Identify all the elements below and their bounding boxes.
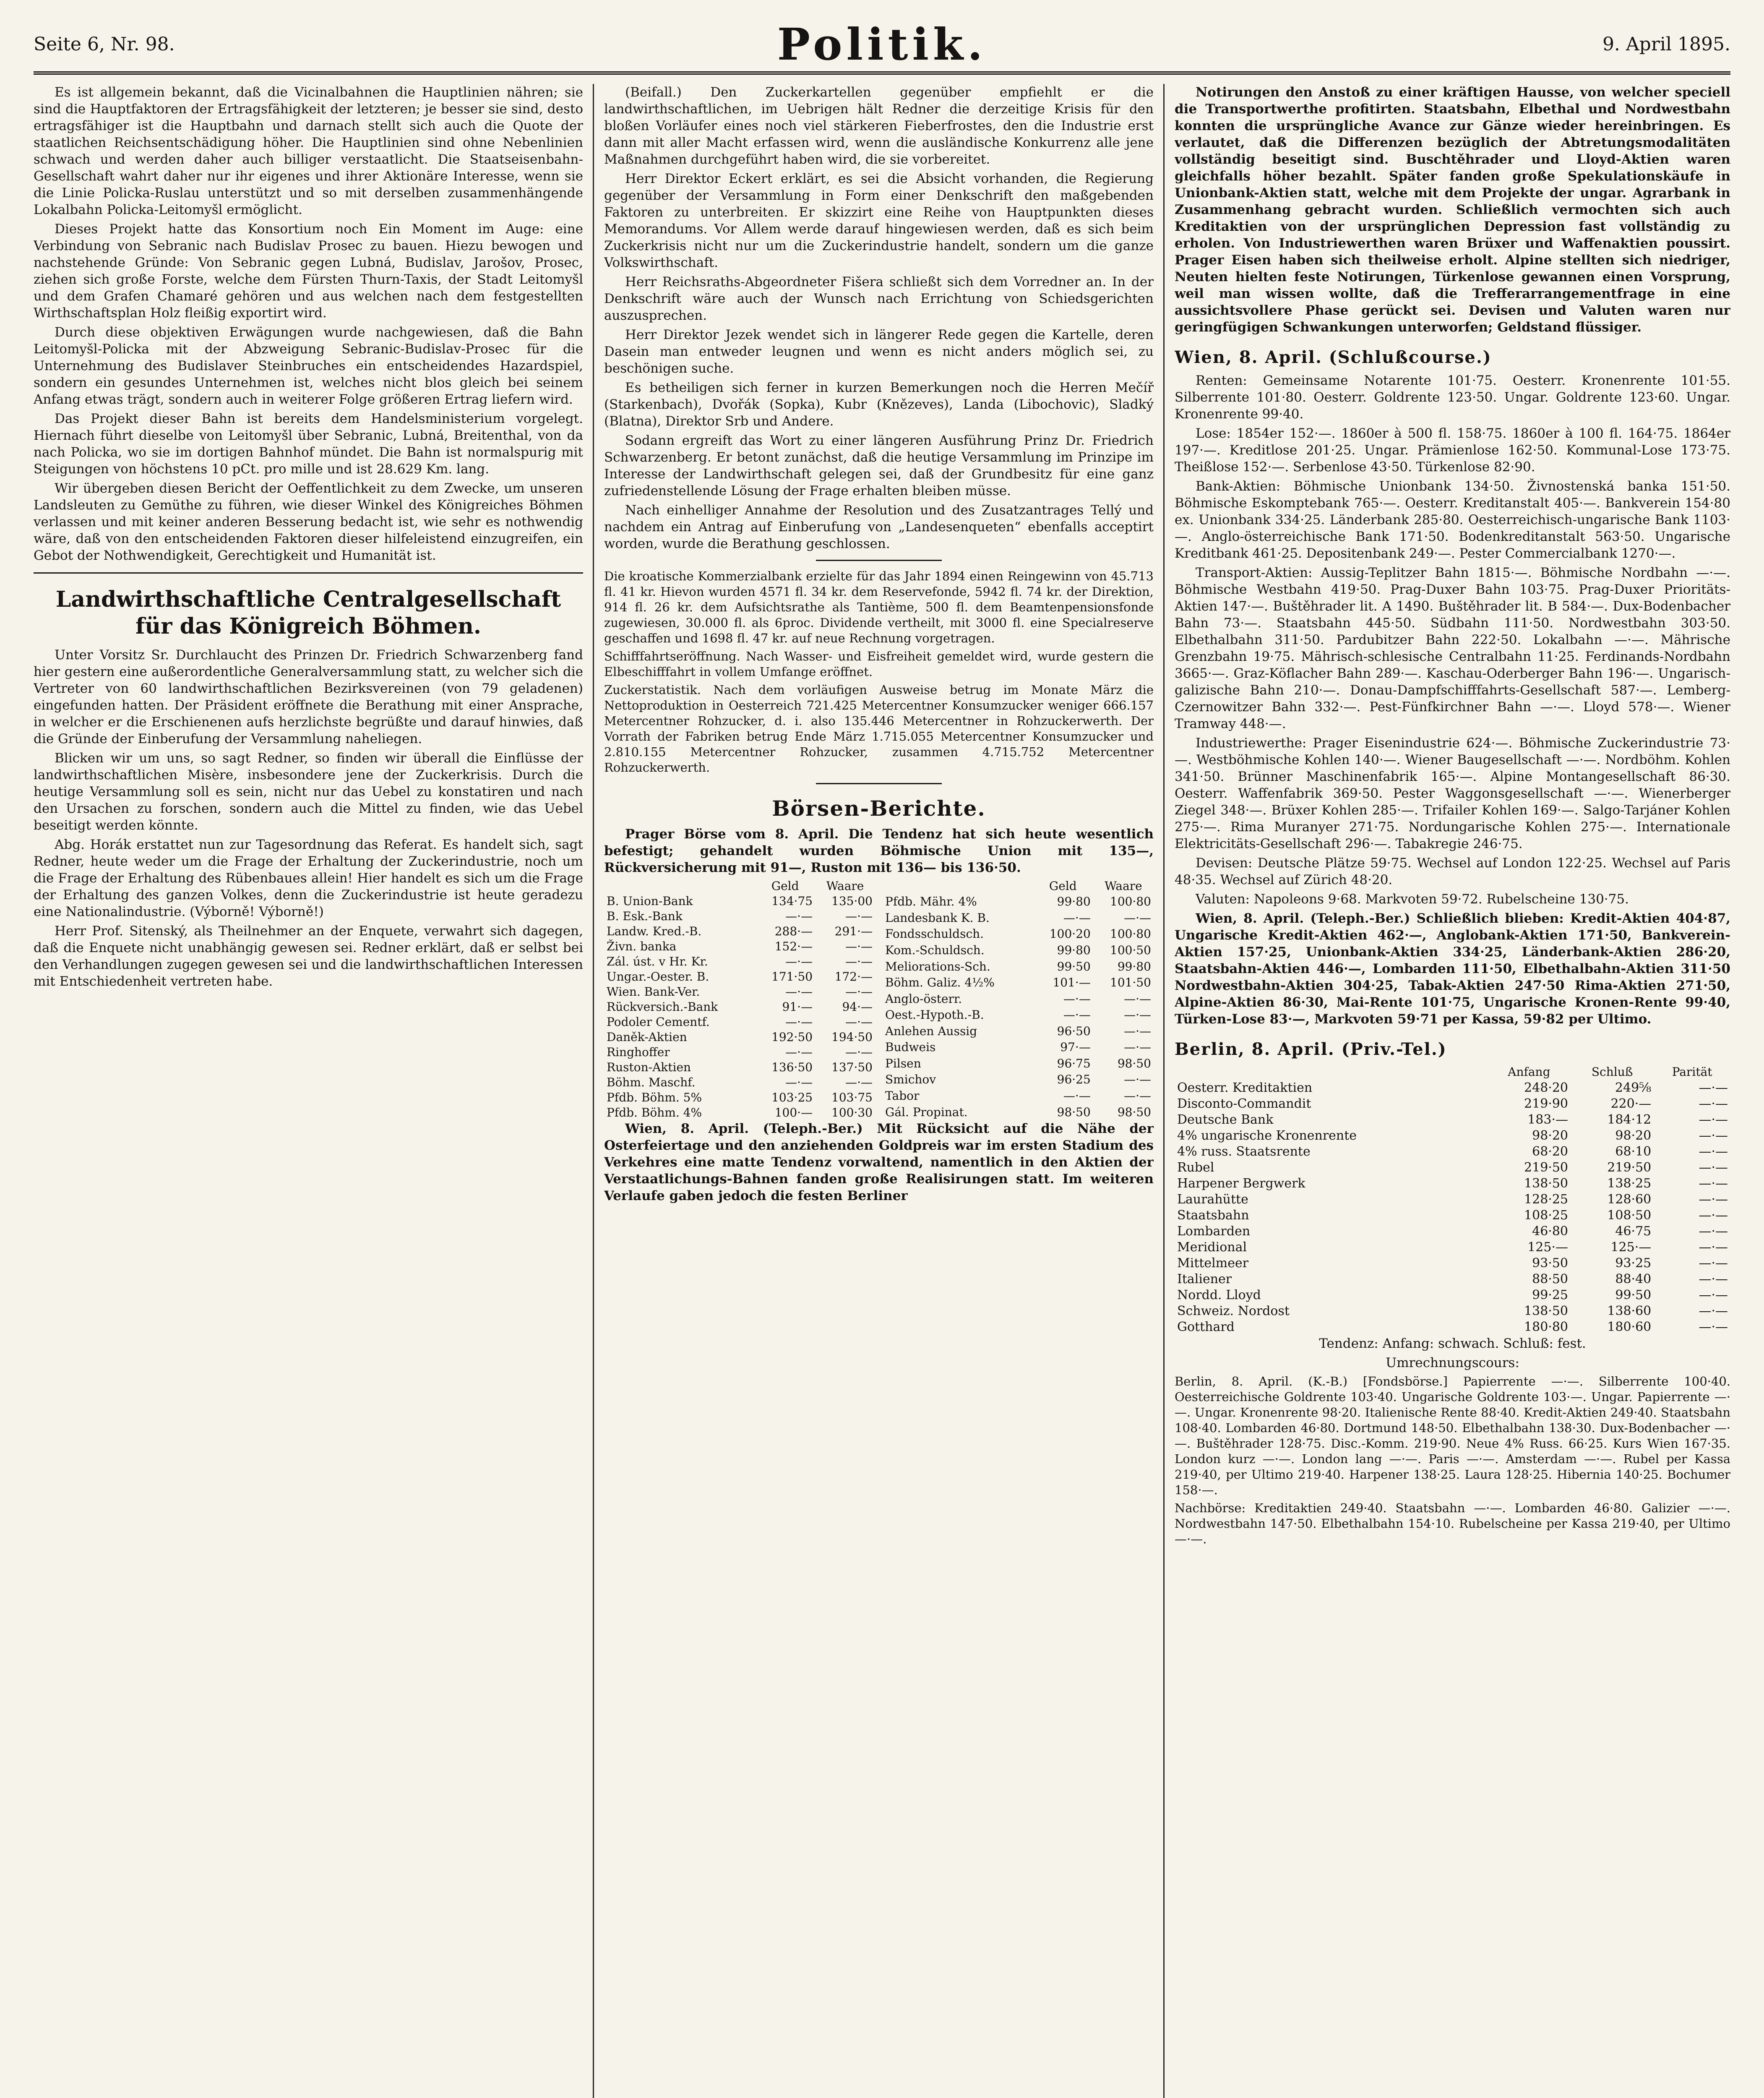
- security-name: Pfdb. Böhm. 4%: [607, 1106, 702, 1119]
- table-row: [1175, 1239, 1730, 1255]
- price-cell: 98·20: [1615, 1128, 1652, 1143]
- notice: Die kroatische Kommerzialbank erzielte für das Jahr 1894 einen Reingewinn von 45.713 fl. 41 kr. Hievon wurden 4571 fl. 34 kr. dem Reservefonde, 5942 fl. 74 kr. der Direktion, 914 fl. 26 kr. dem Aufsichtsrathe als Tantième, 500 fl. dem Beamtenpensionsfonde zugewiesen, 30.000 fl. als 6proc. Dividende vertheilt, mit 3000 fl. eine Specialreserve geschaffen und 1698 fl. 47 kr. auf neue Rechnung vorgetragen.: [604, 569, 1154, 645]
- price-cell: 99·80: [1057, 943, 1091, 957]
- price-cell: 183·—: [1527, 1112, 1569, 1127]
- security-name: Meridional: [1177, 1240, 1247, 1255]
- table-row: [604, 999, 875, 1015]
- table-header: Waare: [826, 879, 864, 893]
- price-cell: 96·25: [1057, 1072, 1091, 1087]
- security-name: 4% russ. Staatsrente: [1177, 1144, 1311, 1159]
- table-row: [883, 1104, 1154, 1120]
- table-header: Parität: [1672, 1065, 1712, 1079]
- quote-line: Bank-Aktien: Böhmische Unionbank 134·50. Živnostenská banka 151·50. Böhmische Eskomptebank 765·—. Oesterr. Kreditanstalt 405·—. Bankverein 154·80 ex. Unionbank 334·25. Länderbank 285·80. Oesterreichisch-ungarische Bank 1103·—. Anglo-österreichische Bank 171·50. Bodenkreditanstalt 563·50. Ungarische Kreditbank 461·25. Depositenbank 249·—. Pester Commercialbank 1270·—.: [1175, 479, 1730, 561]
- column-1: [34, 84, 583, 2098]
- price-cell: —·—: [785, 985, 813, 999]
- price-cell: —·—: [785, 955, 813, 968]
- table-header: Geld: [771, 879, 799, 893]
- price-cell: —·—: [1124, 992, 1151, 1006]
- paragraph: Dieses Projekt hatte das Konsortium noch Ein Moment im Auge: eine Verbindung von Sebranic nach Budislav Prosec zu bauen. Hiezu bewogen und nachstehende Gründe: Von Sebranic gegen Lubná, Budislav, Jarošov, Prosec, ziehen sich große Forste, welche dem Fürsten Thurn-Taxis, der Stadt Leitomyšl und dem Grafen Chamaré gehören und aus welchen nach dem festgestellten Wirthschaftsplan Holz fleißig exportirt wird.: [34, 222, 583, 321]
- price-cell: 99·80: [1057, 895, 1091, 909]
- price-cell: —·—: [845, 1075, 873, 1089]
- security-name: Gál. Propinat.: [885, 1105, 968, 1119]
- price-cell: —·—: [1063, 1089, 1091, 1103]
- prague-tables: [604, 879, 1154, 1120]
- price-cell: 98·50: [1117, 1105, 1151, 1119]
- price-cell: 96·75: [1057, 1056, 1091, 1070]
- market-report: Notirungen den Anstoß zu einer kräftigen Hausse, von welcher speciell die Transportwerthe profitirten. Staatsbahn, Elbethal und Nordwestbahn konnten die ursprüngliche Avance zur Gänze wieder hereinbringen. Es verlautet, daß die Differenzen bezüglich der Abtretungsmodalitäten vollständig beseitigt sind. Buschtěhrader und Lloyd-Aktien waren gleichfalls höher bezahlt. Später fanden große Spekulationskäufe in Unionbank-Aktien statt, welche mit dem Projekte der ungar. Agrarbank in Zusammenhang gebracht wurden. Schließlich vermochten sich auch Kreditaktien von der ursprünglichen Depression fast vollständig zu erholen. Von Industriewerthen waren Brüxer und Waffenaktien poussirt. Prager Eisen haben sich theilweise erholt. Alpine stellten sich niedriger, Neuten hielten feste Notirungen, Türkenlose gewannen einen Vorsprung, weil man wissen wollte, daß die Trefferarrangementfrage in eine aussichtsvollere Phase gerückt sei. Devisen und Valuten waren nur geringfügigen Schwankungen unterworfen; Geldstand flüssiger.: [1175, 85, 1730, 335]
- security-name: Smichov: [885, 1072, 936, 1087]
- table-row: [604, 954, 875, 969]
- price-cell: —·—: [785, 909, 813, 923]
- quote-line: Transport-Aktien: Aussig-Teplitzer Bahn 1815·—. Böhmische Nordbahn —·—. Böhmische Westbahn 419·50. Prag-Duxer Bahn 103·75. Prag-Duxer Prioritäts-Aktien 147·—. Buštěhrader lit. A 1490. Buštěhrader lit. B 584·—. Dux-Bodenbacher Bahn 73·—. Staatsbahn 445·50. Südbahn 111·50. Nordwestbahn 303·50. Elbethalbahn 311·50. Pardubitzer Bahn 222·50. Lokalbahn —·—. Mährische Grenzbahn 19·75. Mährisch-schlesische Centralbahn 11·25. Ferdinands-Nordbahn 3665·—. Graz-Köflacher Bahn 289·—. Kaschau-Oderberger Bahn 196·—. Ungarisch-galizische Bahn 210·—. Donau-Dampfschifffahrts-Gesellschaft 587·—. Lemberg-Czernowitzer Bahn 332·—. Pest-Fünfkirchner Bahn —·—. Lloyd 578·—. Wiener Tramway 448·—.: [1175, 565, 1730, 731]
- section-title: Politik.: [777, 18, 987, 70]
- table-row: [883, 1072, 1154, 1088]
- price-cell: 219·90: [1524, 1096, 1569, 1111]
- paragraph: Blicken wir um uns, so sagt Redner, so finden wir überall die Einflüsse der landwirthschaftlichen Misère, insbesondere jene der Zuckerkrisis. Durch die heutige Versammlung soll es sein, nicht nur das Uebel zu konstatiren und nach den Ursachen zu forschen, sondern auch die Mittel zu finden, wie das Uebel beseitigt werden könnte.: [34, 751, 583, 833]
- price-cell: —·—: [1699, 1240, 1728, 1255]
- price-cell: 103·75: [831, 1091, 873, 1104]
- table-row: [1175, 1319, 1730, 1335]
- price-cell: —·—: [1699, 1096, 1728, 1111]
- table-row: [604, 909, 875, 924]
- table-row: [1175, 1192, 1730, 1208]
- price-cell: 101·—: [1053, 976, 1091, 990]
- quote-line: Valuten: Napoleons 9·68. Markvoten 59·72. Rubelscheine 130·75.: [1196, 892, 1629, 907]
- price-cell: —·—: [845, 1015, 873, 1029]
- price-cell: 138·50: [1524, 1176, 1569, 1191]
- price-cell: —·—: [1699, 1208, 1728, 1223]
- notice: Zuckerstatistik. Nach dem vorläufigen Ausweise betrug im Monate März die Nettoproduktion in Oesterreich 721.425 Metercentner Konsumzucker weniger 666.157 Metercentner Rohzucker, d. i. also 135.446 Metercentner in Rohzuckerwerth. Der Vorrath der Fabriken betrug Ende März 1.715.055 Metercentner Konsumzucker und 2.810.155 Metercentner Rohzucker, zusammen 4.715.752 Metercentner Rohzuckerwerth.: [604, 683, 1154, 775]
- price-cell: 94·—: [842, 1000, 873, 1014]
- security-name: Fondsschuldsch.: [885, 927, 984, 941]
- price-cell: —·—: [1699, 1304, 1728, 1318]
- table-header: Anfang: [1508, 1065, 1550, 1079]
- security-name: B. Union-Bank: [607, 894, 693, 908]
- paragraph: Das Projekt dieser Bahn ist bereits dem Handelsministerium vorgelegt. Hiernach führt dieselbe von Leitomyšl über Sebranic, Lubná, Breitenthal, von da nach Policka, wo sie im dortigen Bahnhof mündet. Die Bahn ist normalspurig mit Steigungen von höchstens 10 pCt. pro mille und ist 28.629 Km. lang.: [34, 411, 583, 477]
- price-cell: —·—: [1124, 911, 1151, 925]
- table-row: [1175, 1176, 1730, 1192]
- table-row: [883, 1088, 1154, 1104]
- paragraph: Herr Reichsraths-Abgeordneter Fišera schließt sich dem Vorredner an. In der Denkschrift wäre auch der Wunsch nach Errichtung von Schiedsgerichten auszusprechen.: [604, 274, 1154, 323]
- berlin-conversion: Umrechnungscours:: [1386, 1355, 1519, 1370]
- price-cell: 100·50: [1110, 943, 1151, 957]
- security-name: Schweiz. Nordost: [1177, 1304, 1290, 1318]
- security-name: Anlehen Aussig: [885, 1024, 977, 1038]
- table-row: [1175, 1208, 1730, 1224]
- price-cell: 138·60: [1607, 1304, 1652, 1318]
- price-cell: —·—: [1699, 1192, 1728, 1207]
- page-header: [34, 17, 1730, 75]
- price-cell: 99·50: [1615, 1288, 1652, 1302]
- price-cell: 134·75: [771, 894, 813, 908]
- price-cell: 98·20: [1532, 1128, 1569, 1143]
- security-name: Meliorations-Sch.: [885, 959, 990, 973]
- price-cell: 108·25: [1524, 1208, 1569, 1223]
- price-cell: 93·50: [1532, 1256, 1569, 1271]
- price-cell: 88·50: [1532, 1272, 1569, 1286]
- security-name: Lombarden: [1177, 1224, 1251, 1239]
- price-cell: —·—: [1699, 1176, 1728, 1191]
- table-row: [604, 1030, 875, 1045]
- exchange-heading: Börsen-Berichte.: [772, 796, 986, 821]
- table-row: [883, 975, 1154, 991]
- security-name: Pfdb. Mähr. 4%: [885, 895, 977, 909]
- security-name: Budweis: [885, 1040, 936, 1054]
- price-cell: 219·50: [1524, 1160, 1569, 1175]
- price-cell: 128·60: [1607, 1192, 1652, 1207]
- security-name: 4% ungarische Kronenrente: [1177, 1128, 1357, 1143]
- table-row: [883, 991, 1154, 1007]
- quote-line: Renten: Gemeinsame Notarente 101·75. Oesterr. Kronenrente 101·55. Silberrente 101·80. Oesterr. Goldrente 123·50. Ungar. Goldrente 123·60. Ungar. Kronenrente 99·40.: [1175, 373, 1730, 422]
- price-cell: —·—: [1699, 1224, 1728, 1239]
- column-2: [604, 84, 1154, 2098]
- table-row: [1175, 1224, 1730, 1239]
- table-row: [1175, 1255, 1730, 1271]
- security-name: Harpener Bergwerk: [1177, 1176, 1305, 1191]
- security-name: Böhm. Maschf.: [607, 1075, 696, 1089]
- price-cell: —·—: [1063, 911, 1091, 925]
- price-cell: —·—: [1699, 1160, 1728, 1175]
- divider: [816, 560, 942, 561]
- table-row: [604, 1090, 875, 1105]
- price-cell: 125·—: [1527, 1240, 1569, 1255]
- security-name: Pfdb. Böhm. 5%: [607, 1091, 702, 1104]
- price-cell: —·—: [845, 939, 873, 953]
- table-row: [604, 939, 875, 954]
- security-name: B. Esk.-Bank: [607, 909, 683, 923]
- price-cell: 194·50: [831, 1030, 873, 1044]
- price-cell: —·—: [1699, 1144, 1728, 1159]
- table-header: Schluß: [1591, 1065, 1633, 1079]
- table-row: [604, 1015, 875, 1030]
- table-row: [1175, 1303, 1730, 1319]
- price-cell: —·—: [845, 909, 873, 923]
- price-cell: 248·20: [1524, 1080, 1569, 1095]
- table-row: [883, 1056, 1154, 1072]
- price-cell: 101·50: [1110, 976, 1151, 990]
- price-cell: 138·50: [1524, 1304, 1569, 1318]
- security-name: Rückversich.-Bank: [607, 1000, 718, 1014]
- table-row: [604, 924, 875, 939]
- price-cell: —·—: [785, 1015, 813, 1029]
- table-row: [883, 926, 1154, 942]
- price-cell: —·—: [1699, 1256, 1728, 1271]
- price-cell: 100·80: [1110, 895, 1151, 909]
- paragraph: Unter Vorsitz Sr. Durchlaucht des Prinzen Dr. Friedrich Schwarzenberg fand hier gestern eine außerordentliche Generalversammlung statt, zu welcher sich die Vertreter von 60 landwirthschaftlichen Bezirksvereinen (von 79 geladenen) eingefunden hatten. Der Präsident eröffnete die Berathung mit einer Ansprache, in welcher er die Erschienenen aufs herzlichste begrüßte und darauf hinwies, daß die Gründe der Einberufung der Versammlung naheliegen.: [34, 647, 583, 746]
- table-row: [1175, 1080, 1730, 1096]
- price-cell: 108·50: [1607, 1208, 1652, 1223]
- security-name: Oesterr. Kreditaktien: [1177, 1080, 1313, 1095]
- price-cell: 99·80: [1117, 959, 1151, 973]
- paragraph: Es betheiligen sich ferner in kurzen Bemerkungen noch die Herren Mečíř (Starkenbach), Dvořák (Sopka), Kubr (Knězeves), Landa (Libochovic), Sladký (Blatna), Direktor Srb und Andere.: [604, 380, 1154, 429]
- security-name: Mittelmeer: [1177, 1256, 1249, 1271]
- security-name: Ringhoffer: [607, 1045, 670, 1059]
- price-cell: 172·—: [834, 970, 873, 984]
- page-number: Seite 6, Nr. 98.: [34, 33, 175, 55]
- security-name: Oest.-Hypoth.-B.: [885, 1008, 984, 1022]
- table-header: Waare: [1105, 879, 1142, 893]
- wien-close-title: Wien, 8. April. (Schlußcourse.): [1175, 347, 1492, 367]
- paragraph: Durch diese objektiven Erwägungen wurde nachgewiesen, daß die Bahn Leitomyšl-Policka mit der Abzweigung Sebranic-Budislav-Prosec für die Unternehmung des Budislaver Steinbruches ein entscheidendes Hazardspiel, sondern ein gesundes Unternehmen ist, welches nicht blos gleich bei seinem Anfang etwas trägt, sondern auch in weiterer Folge größeren Ertrag liefern wird.: [34, 325, 583, 407]
- table-row: [883, 1039, 1154, 1056]
- price-cell: 291·—: [834, 924, 873, 938]
- price-cell: —·—: [1124, 1024, 1151, 1038]
- price-cell: 103·25: [771, 1091, 813, 1104]
- table-row: [604, 894, 875, 909]
- price-cell: 135·00: [831, 894, 873, 908]
- price-cell: —·—: [785, 1045, 813, 1059]
- table-row: [1175, 1096, 1730, 1112]
- price-cell: 100·30: [831, 1106, 873, 1119]
- table-row: [883, 910, 1154, 926]
- price-cell: —·—: [1063, 1008, 1091, 1022]
- security-name: Rubel: [1177, 1160, 1214, 1175]
- security-name: Staatsbahn: [1177, 1208, 1249, 1223]
- divider: [816, 783, 942, 784]
- price-cell: 136·50: [771, 1060, 813, 1074]
- price-cell: —·—: [845, 985, 873, 999]
- price-cell: 180·80: [1524, 1320, 1569, 1334]
- table-row: [604, 969, 875, 984]
- price-cell: —·—: [845, 955, 873, 968]
- security-name: Pilsen: [885, 1056, 921, 1070]
- quote-line: Lose: 1854er 152·—. 1860er à 500 fl. 158·75. 1860er à 100 fl. 164·75. 1864er 197·—. Kreditlose 201·25. Ungar. Prämienlose 162·50. Kommunal-Lose 173·75. Theißlose 152·—. Serbenlose 43·50. Türkenlose 82·90.: [1175, 426, 1730, 475]
- price-cell: 100·—: [774, 1106, 813, 1119]
- table-header: [883, 879, 1033, 894]
- berlin-title: Berlin, 8. April. (Priv.-Tel.): [1175, 1039, 1447, 1059]
- price-cell: —·—: [1063, 992, 1091, 1006]
- price-cell: 219·50: [1607, 1160, 1652, 1175]
- berlin-fonds: Berlin, 8. April. (K.-B.) [Fondsbörse.] Papierrente —·—. Silberrente 100·40. Oesterreichische Goldrente 103·40. Ungarische Goldrente 103·—. Ungar. Papierrente —·—. Ungar. Kronenrente 98·20. Italienische Rente 88·40. Kredit-Aktien 249·40. Staatsbahn 108·40. Lombarden 46·80. Dortmund 148·50. Elbethalbahn 138·30. Dux-Bodenbacher —·—. Buštěhrader 128·75. Disc.-Komm. 219·90. Neue 4% Russ. 66·25. Kurs Wien 167·35. London kurz —·—. London lang —·—. Paris —·—. Amsterdam —·—. Rubel per Kassa 219·40, per Ultimo 219·40. Harpener 138·25. Laura 128·25. Hibernia 140·25. Bochumer 158·—.: [1175, 1374, 1730, 1497]
- newspaper-page: [34, 17, 1730, 2098]
- price-cell: —·—: [785, 1075, 813, 1089]
- price-cell: 138·25: [1607, 1176, 1652, 1191]
- security-name: Kom.-Schuldsch.: [885, 943, 985, 957]
- table-row: [604, 1045, 875, 1060]
- table-row: [883, 958, 1154, 975]
- security-name: Deutsche Bank: [1177, 1112, 1274, 1127]
- price-cell: 100·80: [1110, 927, 1151, 941]
- paragraph: Herr Direktor Jezek wendet sich in längerer Rede gegen die Kartelle, deren Dasein man entweder leugnen und wenn es nicht anders möglich sei, zu beschönigen suche.: [604, 327, 1154, 376]
- notice: Schifffahrtseröffnung. Nach Wasser- und Eisfreiheit gemeldet wird, wurde gestern die Elbeschifffahrt in vollem Umfange eröffnet.: [604, 649, 1154, 679]
- wien-evening: Wien, 8. April. (Teleph.-Ber.) Schließlich blieben: Kredit-Aktien 404·87, Ungarische Kredit-Aktien 462·—, Anglobank-Aktien 171·50, Bankverein-Aktien 157·25, Unionbank-Aktien 334·25, Länderbank-Aktien 286·20, Staatsbahn-Aktien 446·—, Lombarden 111·50, Elbethalbahn-Aktien 311·50 Nordwestbahn-Aktien 304·25, Tabak-Aktien 247·50 Rima-Aktien 271·50, Alpine-Aktien 86·30, Mai-Rente 101·75, Ungarische Kronen-Rente 99·40, Türken-Lose 83·—, Markvoten 59·71 per Kassa, 59·82 per Ultimo.: [1175, 911, 1730, 1027]
- price-cell: 99·25: [1532, 1288, 1569, 1302]
- price-cell: —·—: [1699, 1320, 1728, 1334]
- table-row: [604, 1060, 875, 1075]
- price-cell: —·—: [1124, 1008, 1151, 1022]
- security-name: Podoler Cementf.: [607, 1015, 710, 1029]
- paragraph: Abg. Horák erstattet nun zur Tagesordnung das Referat. Es handelt sich, sagt Redner, heute weder um die Frage der Erhaltung der Zuckerindustrie, noch um die Frage der Erhaltung des Rübenbaues allein! Hier handelt es sich um die Frage der Erhaltung des ganzen Volkes, denn die Zuckerindustrie ist heute geradezu eine Nationalindustrie. (Výborně! Výborně!): [34, 837, 583, 919]
- security-name: Disconto-Commandit: [1177, 1096, 1311, 1111]
- vienna-note: Wien, 8. April. (Teleph.-Ber.) Mit Rücksicht auf die Nähe der Osterfeiertage und den anziehenden Goldpreis war im ersten Stadium des Verkehres eine matte Tendenz vorwaltend, namentlich in den Aktien der Verstaatlichungs-Bahnen fanden große Realisirungen statt. Im weiteren Verlaufe gaben jedoch die festen Berliner: [604, 1121, 1154, 1203]
- security-name: Ungar.-Oester. B.: [607, 970, 709, 984]
- security-name: Laurahütte: [1177, 1192, 1248, 1207]
- table-row: [883, 894, 1154, 910]
- price-cell: 99·50: [1057, 959, 1091, 973]
- price-cell: —·—: [1124, 1089, 1151, 1103]
- berlin-nachboerse: Nachbörse: Kreditaktien 249·40. Staatsbahn —·—. Lombarden 46·80. Galizier —·—. Nordwestbahn 147·50. Elbethalbahn 154·10. Rubelscheine per Kassa 219·40, per Ultimo —·—.: [1175, 1501, 1730, 1546]
- table-row: [883, 942, 1154, 959]
- table-row: [1175, 1128, 1730, 1144]
- table-row: [883, 1007, 1154, 1023]
- paragraph: Herr Prof. Sitenský, als Theilnehmer an der Enquete, verwahrt sich dagegen, daß die Enquete nicht unabhängig gewesen sei. Redner erklärt, daß er selbst bei den Verhandlungen zugegen gewesen sei und die landwirthschaftlichen Interessen mit Entschiedenheit vertreten habe.: [34, 924, 583, 989]
- table-row: [1175, 1144, 1730, 1160]
- security-name: Gotthard: [1177, 1320, 1235, 1334]
- security-name: Anglo-österr.: [885, 992, 962, 1006]
- issue-date: 9. April 1895.: [1602, 33, 1730, 55]
- price-cell: —·—: [1699, 1112, 1728, 1127]
- price-cell: —·—: [1699, 1272, 1728, 1286]
- security-name: Böhm. Galiz. 4½%: [885, 976, 995, 990]
- price-cell: —·—: [1699, 1128, 1728, 1143]
- column-divider: [1163, 84, 1165, 2098]
- price-cell: 68·10: [1615, 1144, 1652, 1159]
- price-cell: 98·50: [1117, 1056, 1151, 1070]
- table-row: [604, 1105, 875, 1120]
- quote-line: Industriewerthe: Prager Eisenindustrie 624·—. Böhmische Zuckerindustrie 73·—. Westböhmische Kohlen 140·—. Wiener Baugesellschaft —·—. Nordböhm. Kohlen 341·50. Brünner Maschinenfabrik 165·—. Alpine Montangesellschaft 86·30. Oesterr. Waffenfabrik 369·50. Pester Waggonsgesellschaft —·—. Wienerberger Ziegel 348·—. Brüxer Kohlen 285·—. Trifailer Kohlen 169·—. Salgo-Tarjáner Kohlen 275·—. Rima Muranyer 271·75. Nordungarische Kohlen 275·—. Internationale Elektricitäts-Gesellschaft 296·—. Tabakregie 246·75.: [1175, 736, 1730, 851]
- table-row: [883, 1023, 1154, 1040]
- price-cell: 98·50: [1057, 1105, 1091, 1119]
- price-cell: 128·25: [1524, 1192, 1569, 1207]
- price-cell: 88·40: [1615, 1272, 1652, 1286]
- price-cell: 180·60: [1607, 1320, 1652, 1334]
- price-cell: —·—: [845, 1045, 873, 1059]
- price-cell: 220·—: [1610, 1096, 1652, 1111]
- price-cell: 96·50: [1057, 1024, 1091, 1038]
- security-name: Nordd. Lloyd: [1177, 1288, 1261, 1302]
- security-name: Daněk-Aktien: [607, 1030, 687, 1044]
- table-row: [1175, 1160, 1730, 1176]
- paragraph: Es ist allgemein bekannt, daß die Vicinalbahnen die Hauptlinien nähren; sie sind die Hauptfaktoren der Ertragsfähigkeit der letzteren; je besser sie sind, desto ertragsfähiger ist die Hauptbahn und darnach stellt sich auch die Quote der staatlichen Reichsentschädigung höher. Die Hauptlinien sind ohne Nebenlinien schwach und werden daher auch billiger verstaatlicht. Die Staatseisenbahn-Gesellschaft wahrt daher nur ihr eigenes und ihrer Aktionäre Interesse, wenn sie die Linie Policka-Ruslau unterstützt und so mit derselben zusammenhängende Lokalbahn Policka-Leitomyšl ermöglicht.: [34, 85, 583, 217]
- security-name: Zál. úst. v Hr. Kr.: [607, 955, 708, 968]
- security-name: Živn. banka: [607, 939, 677, 953]
- price-cell: 184·12: [1607, 1112, 1652, 1127]
- security-name: Tabor: [885, 1089, 920, 1103]
- price-cell: 100·20: [1049, 927, 1091, 941]
- table-row: [1175, 1287, 1730, 1303]
- price-cell: —·—: [1124, 1040, 1151, 1054]
- divider: [34, 572, 583, 574]
- paragraph: Sodann ergreift das Wort zu einer längeren Ausführung Prinz Dr. Friedrich Schwarzenberg. Er betont zunächst, daß die heutige Versammlung im Prinzipe im Interesse der Landwirthschaft gelegen sei, daß der Grundbesitz für eine ganz zufriedenstellende Lösung der Frage erhalten bleiben müsse.: [604, 433, 1154, 498]
- security-name: Italiener: [1177, 1272, 1232, 1286]
- column-divider: [593, 84, 594, 2098]
- table-row: [1175, 1271, 1730, 1287]
- table-header: Geld: [1049, 879, 1077, 893]
- prague-table-left: [604, 879, 875, 1120]
- table-header: [604, 879, 755, 894]
- price-cell: 46·75: [1615, 1224, 1652, 1239]
- price-cell: —·—: [1124, 1072, 1151, 1087]
- price-cell: 46·80: [1532, 1224, 1569, 1239]
- table-row: [604, 1075, 875, 1090]
- paragraph: (Beifall.) Den Zuckerkartellen gegenüber empfiehlt er die landwirthschaftlichen, im Uebrigen hält Redner die derzeitige Krisis für den bloßen Vorläufer eines noch viel stärkeren Fieberfrostes, den die Industrie erst dann mit aller Macht erfassen wird, wenn die ausländische Konkurrenz alle jene Maßnahmen durchgeführt haben wird, die sie vorbereitet.: [604, 85, 1154, 167]
- price-cell: 91·—: [782, 1000, 813, 1014]
- prague-table-right: [883, 879, 1154, 1120]
- price-cell: 152·—: [774, 939, 813, 953]
- price-cell: 97·—: [1060, 1040, 1091, 1054]
- article-heading: Landwirthschaftliche Centralgesellschaft für das Königreich Böhmen.: [55, 587, 561, 639]
- table-row: [1175, 1112, 1730, 1128]
- price-cell: 93·25: [1615, 1256, 1652, 1271]
- table-header: [1175, 1064, 1488, 1080]
- security-name: Wien. Bank-Ver.: [607, 985, 700, 999]
- price-cell: 192·50: [771, 1030, 813, 1044]
- price-cell: —·—: [1699, 1288, 1728, 1302]
- price-cell: 171·50: [771, 970, 813, 984]
- column-3: [1175, 84, 1730, 2098]
- price-cell: 125·—: [1610, 1240, 1652, 1255]
- security-name: Landesbank K. B.: [885, 911, 990, 925]
- price-cell: —·—: [1699, 1080, 1728, 1095]
- price-cell: 68·20: [1532, 1144, 1569, 1159]
- price-cell: 137·50: [831, 1060, 873, 1074]
- table-row: [604, 984, 875, 999]
- quote-line: Devisen: Deutsche Plätze 59·75. Wechsel auf London 122·25. Wechsel auf Paris 48·35. Wechsel auf Zürich 48·20.: [1175, 856, 1730, 887]
- paragraph: Nach einhelliger Annahme der Resolution und des Zusatzantrages Tellý und nachdem ein Antrag auf Einberufung von „Landesenqueten“ ebenfalls acceptirt worden, wurde die Berathung geschlossen.: [604, 503, 1154, 551]
- security-name: Ruston-Aktien: [607, 1060, 691, 1074]
- price-cell: 249⅝: [1615, 1080, 1652, 1095]
- berlin-tendenz: Tendenz: Anfang: schwach. Schluß: fest.: [1319, 1336, 1586, 1351]
- price-cell: 288·—: [774, 924, 813, 938]
- berlin-table: [1175, 1064, 1730, 1335]
- paragraph: Herr Direktor Eckert erklärt, es sei die Absicht vorhanden, die Regierung gegenüber der Versammlung in Form einer Denkschrift den maßgebenden Faktoren zu unterbreiten. Er skizzirt eine Reihe von Hauptpunkten dieses Memorandums. Vor Allem werde darauf hingewiesen werden, daß es sich beim Zuckerkrisis nicht nur um die Zuckerindustrie handelt, sondern um die ganze Volkswirthschaft.: [604, 171, 1154, 270]
- prague-intro: Prager Börse vom 8. April. Die Tendenz hat sich heute wesentlich befestigt; gehandelt wurden Böhmische Union mit 135—, Rückversicherung mit 91—, Ruston mit 136— bis 136·50.: [604, 827, 1154, 875]
- security-name: Landw. Kred.-B.: [607, 924, 702, 938]
- paragraph: Wir übergeben diesen Bericht der Oeffentlichkeit zu dem Zwecke, um unseren Landsleuten zu Gemüthe zu führen, wie dieser Winkel des Königreiches Böhmen verlassen und mit keiner anderen Besserung bedacht ist, wie sehr es nothwendig wäre, daß von den entscheidenden Faktoren dieser hilfeleistend einzugreifen, ein Gebot der Nothwendigkeit, Gerechtigkeit und Humanität ist.: [34, 481, 583, 563]
